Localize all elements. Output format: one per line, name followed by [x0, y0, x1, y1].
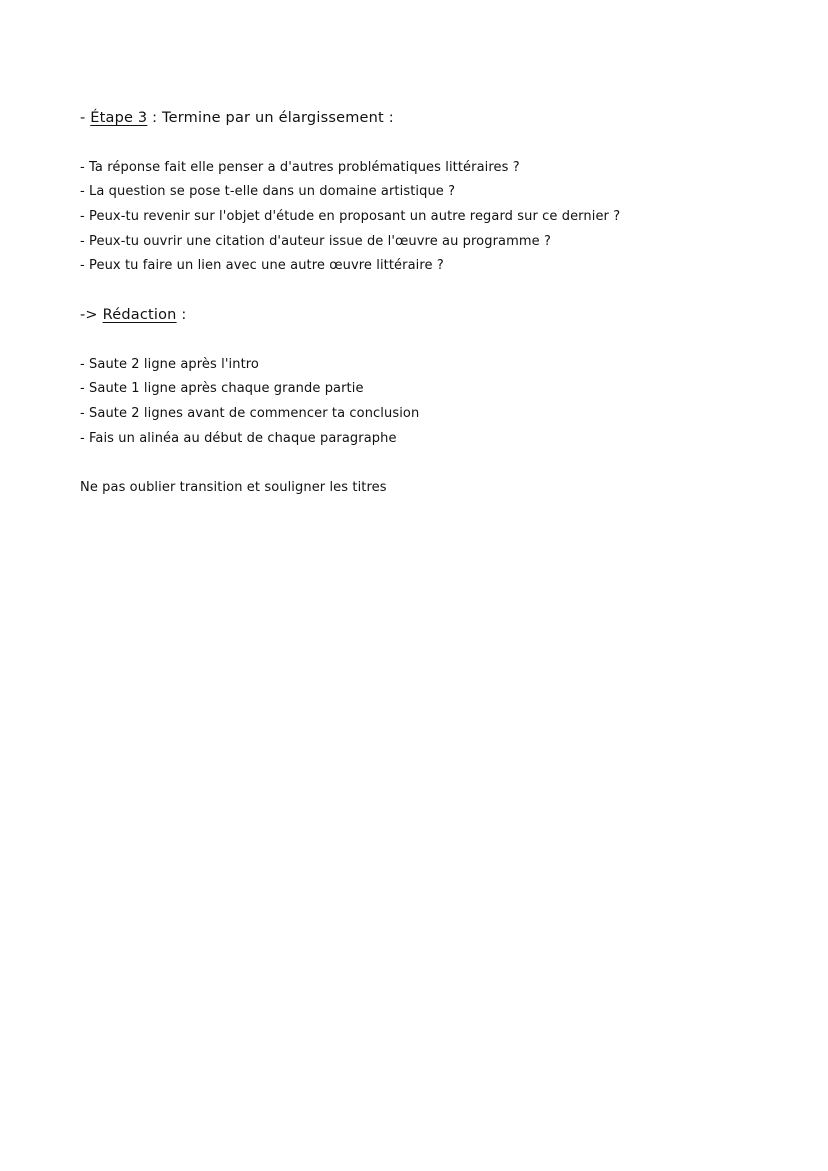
etape-item-5: - Peux tu faire un lien avec une autre œuvre littéraire ?: [80, 258, 444, 273]
redaction-arrow: ->: [80, 307, 103, 323]
closing-note: Ne pas oublier transition et souligner les titres: [80, 480, 387, 495]
etape-item-1: - Ta réponse fait elle penser a d'autres problématiques littéraires ?: [80, 160, 520, 175]
redaction-heading-rest: :: [176, 307, 187, 323]
redaction-item-1: - Saute 2 ligne après l'intro: [80, 357, 259, 372]
etape-label: Étape 3: [90, 110, 148, 126]
redaction-heading: [80, 306, 186, 324]
redaction-item-2: - Saute 1 ligne après chaque grande partie: [80, 381, 364, 396]
etape-item-3: - Peux-tu revenir sur l'objet d'étude en proposant un autre regard sur ce dernier ?: [80, 209, 621, 224]
etape-heading: [80, 109, 394, 127]
etape-item-2: - La question se pose t-elle dans un domaine artistique ?: [80, 184, 456, 199]
redaction-item-4: - Fais un alinéa au début de chaque paragraphe: [80, 431, 397, 446]
redaction-item-3: - Saute 2 lignes avant de commencer ta conclusion: [80, 406, 420, 421]
etape-heading-rest: : Termine par un élargissement :: [147, 110, 394, 126]
etape-item-4: - Peux-tu ouvrir une citation d'auteur issue de l'œuvre au programme ?: [80, 234, 551, 249]
etape-dash: -: [80, 110, 91, 126]
redaction-label: Rédaction: [102, 307, 177, 323]
